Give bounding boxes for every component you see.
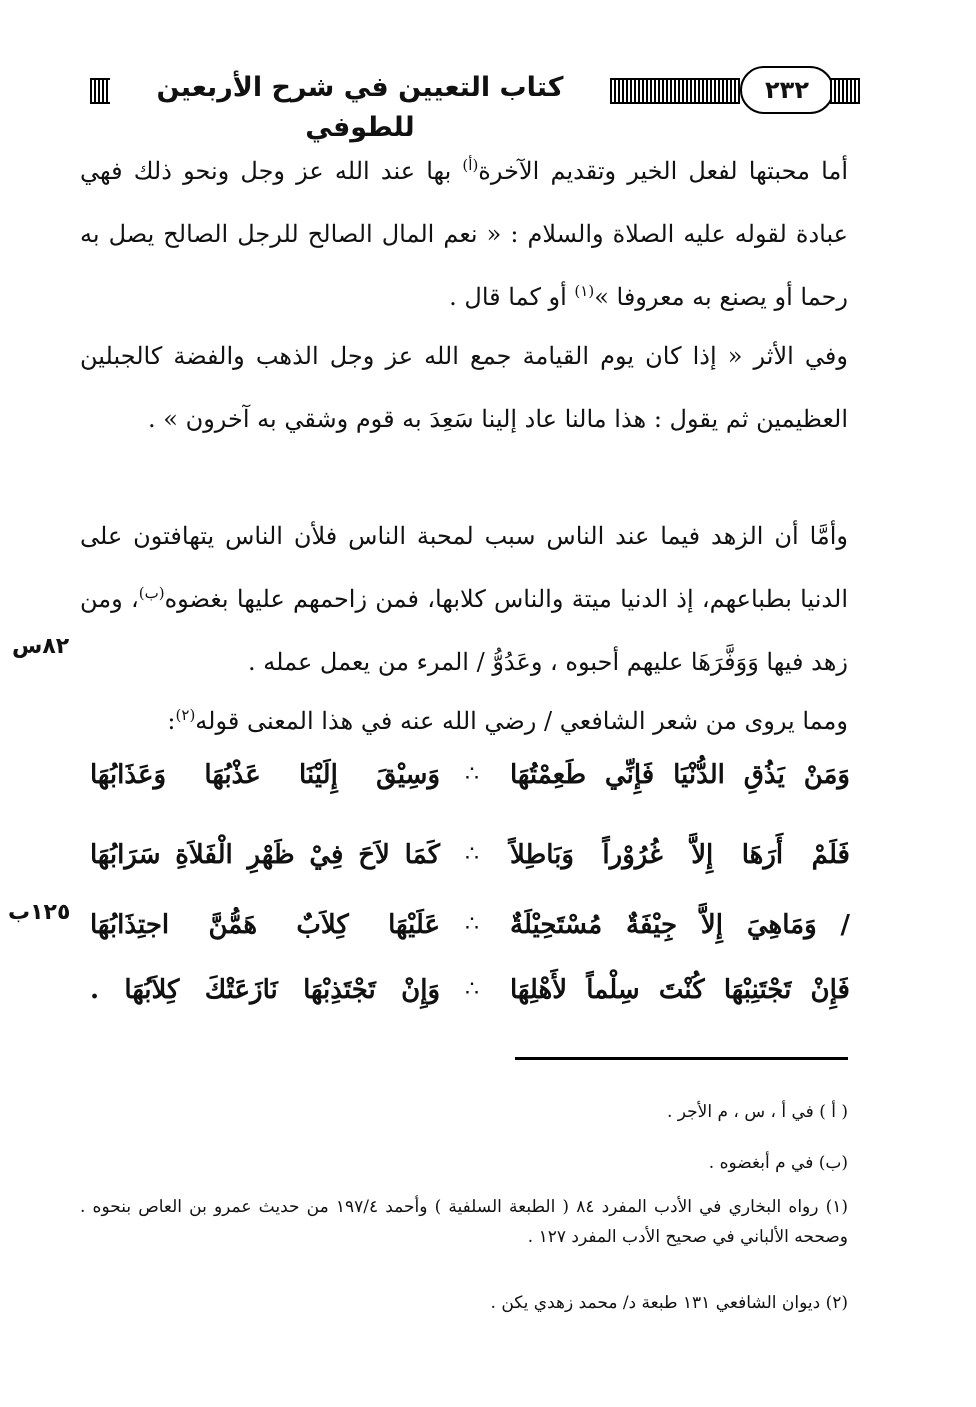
paragraph-1 [80,140,848,329]
margin-note-125b: ١٢٥ب [8,900,71,925]
p4-text-a: ومما يروى من شعر الشافعي / رضي الله عنه في هذا المعنى قوله [195,707,848,735]
header-ornament-middle [610,78,740,104]
verse-4-second-hemistich: وَإِنْ تَجْتَذِبْهَا نَازَعَتْكَ كِلاَبُهَا . [90,975,440,1005]
paragraph-2: وفي الأثر « إذا كان يوم القيامة جمع الله عز وجل الذهب والفضة كالجبلين العظيمين ثم يقول : هذا مالنا عاد إلينا سَعِدَ به قوم وشقي به آخرون » . [80,342,848,433]
p3-text-b: ، ومن زهد فيها وَوَفَّرَهَا عليهم أحبوه ، وعَدُوُّ / المرء من يعمل عمله . [80,585,848,676]
verse-separator: ∴ [465,842,479,867]
verse-3 [90,895,850,955]
footnote-ref-a: (أ) [462,156,479,174]
footnote-2: (٢) ديوان الشافعي ١٣١ طبعة د/ محمد زهدي يكن . [490,1293,848,1313]
margin-note-82s: ٨٢س [12,634,70,659]
verse-4 [90,960,850,1020]
paragraph-4 [80,690,848,753]
p4-text-b: : [167,707,176,735]
verse-3-first-hemistich: / وَمَاهِيَ إِلاَّ جِيْفَةٌ مُسْتَحِيْلَةٌ [510,910,850,940]
verse-separator: ∴ [465,912,479,937]
paragraph-3 [80,505,848,694]
p1-text-c: أو كما قال . [449,283,575,311]
verse-1-first-hemistich: وَمَنْ يَذُقِ الدُّنْيَا فَإِنِّي طَعِمْتُهَا [510,760,850,790]
footnote-1: (١) رواه البخاري في الأدب المفرد ٨٤ ( الطبعة السلفية ) وأحمد ١٩٧/٤ من حديث عمرو بن العاص بنحوه . وصححه الألباني في صحيح الأدب المفرد ١٢٧ . [80,1197,849,1247]
footnote-separator [515,1057,848,1060]
header-ornament-right [830,78,860,104]
verse-1 [90,745,850,805]
verse-1-second-hemistich: وَسِيْقَ إِلَيْنَا عَذْبُهَا وَعَذَابُهَا [90,760,440,790]
verse-2-second-hemistich: كَمَا لاَحَ فِيْ ظَهْرِ الْفَلاَةِ سَرَابُهَا [90,840,440,870]
footnote-ref-2: (٢) [175,706,196,724]
verse-3-second-hemistich: عَلَيْهَا كِلاَبٌ هَمُّنَّ اجتِذَابُهَا [90,910,440,940]
p1-text-b: بها عند الله عز وجل ونحو ذلك فهي عبادة لقوله عليه الصلاة والسلام : « نعم المال الصالح للرجل الصالح يصل به رحما أو يصنع به معروفا » [80,157,848,311]
header-ornament-left [90,78,110,104]
footnote-a: ( أ ) في أ ، س ، م الأجر . [666,1102,848,1122]
verse-4-first-hemistich: فَإِنْ تَجْتَنِبْهَا كُنْتَ سِلْماً لأَهْلِهَا [510,975,850,1005]
book-title: كتاب التعيين في شرح الأربعين للطوفي [156,72,564,143]
verse-separator: ∴ [465,762,479,787]
verse-2-first-hemistich: فَلَمْ أَرَهَا إِلاَّ غُرُوْراً وَبَاطِلاً [510,840,850,870]
verse-2 [90,825,850,885]
page-header [70,60,860,143]
p3-text-a: وأمَّا أن الزهد فيما عند الناس سبب لمحبة الناس فلأن الناس يتهافتون على الدنيا بطباعهم، إذ الدنيا ميتة والناس كلابها، فمن زاحمهم عليها بغضوه [80,522,848,613]
verse-separator: ∴ [465,977,479,1002]
footnote-ref-1: (١) [574,282,595,300]
p1-text-a: أما محبتها لفعل الخير وتقديم الآخرة [478,157,848,185]
footnote-b: (ب) في م أبغضوه . [708,1153,848,1173]
page-number: ٢٣٢ [740,66,834,114]
footnote-ref-b: (ب) [138,584,165,602]
